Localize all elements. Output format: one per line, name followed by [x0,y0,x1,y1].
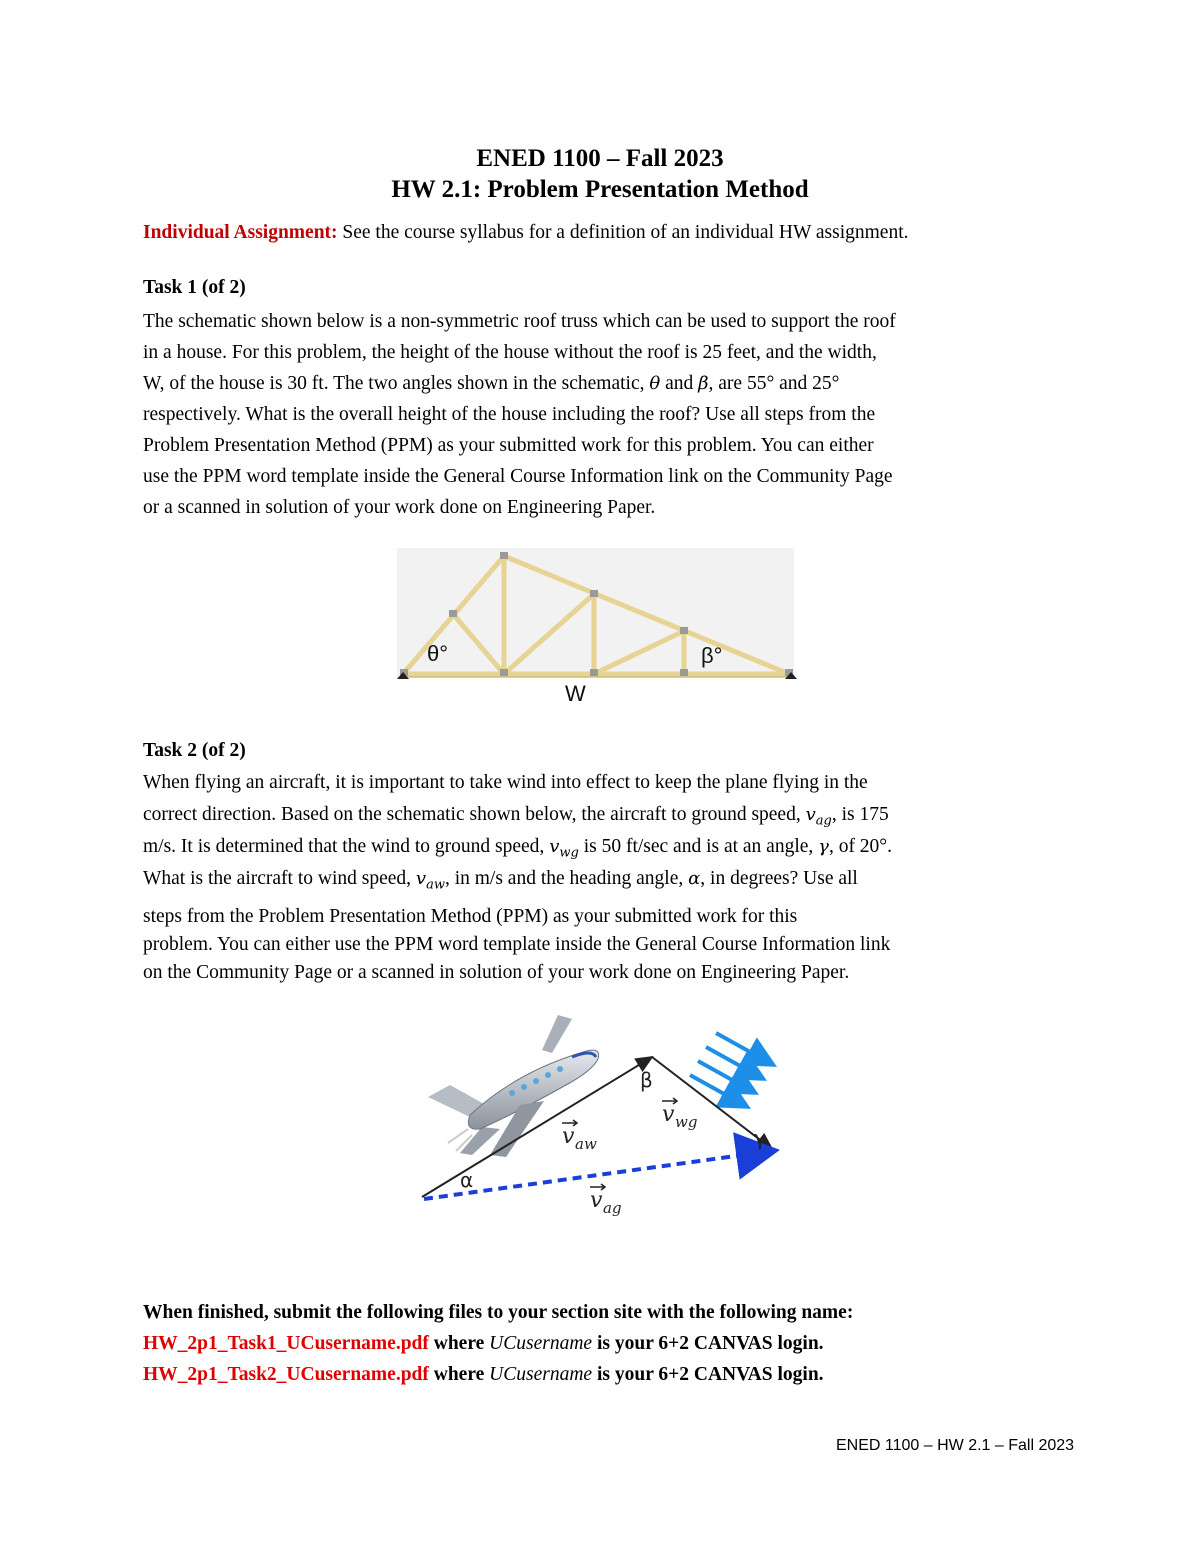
task2-filename: HW_2p1_Task2_UCusername.pdf [143,1364,429,1385]
ucusername-text: UCusername [489,1333,593,1354]
task1-line: respectively. What is the overall height of the house including the roof? Use all steps from the [143,404,876,425]
beta-symbol: β [698,373,709,394]
svg-text:wg: wg [675,1113,698,1131]
v-aw-symbol: $v_{aw}$ [415,868,445,893]
task1-line: use the PPM word template inside the General Course Information link on the Community Page [143,466,893,487]
intro-text: See the course syllabus for a definition of an individual HW assignment. [337,222,909,243]
task2-line: on the Community Page or a scanned in solution of your work done on Engineering Paper. [143,962,850,983]
task2-line: problem. You can either use the PPM word template inside the General Course Information link [143,934,891,955]
assignment-title: HW 2.1: Problem Presentation Method [391,176,809,203]
page-footer: ENED 1100 – HW 2.1 – Fall 2023 [836,1437,1075,1454]
submit-file-line: HW_2p1_Task2_UCusername.pdf where UCusername is your 6+2 CANVAS login. [143,1364,824,1385]
task1-heading: Task 1 (of 2) [143,277,246,298]
width-label: W [565,681,586,706]
svg-text:v: v [662,1102,675,1127]
task1-line: The schematic shown below is a non-symmetric roof truss which can be used to support the roof [143,311,896,332]
submit-line: When finished, submit the following files to your section site with the following name: [143,1302,854,1323]
task2-line: What is the aircraft to wind speed, $v_{aw}$, in m/s and the heading angle, α, in degrees? Use all [143,868,858,893]
task2-line: When flying an aircraft, it is important to take wind into effect to keep the plane flying in the [143,772,868,793]
task2-line: steps from the Problem Presentation Method (PPM) as your submitted work for this [143,906,798,927]
v-ag-symbol: $v_{ag}$ [805,804,832,829]
wind-vector-figure [420,1005,790,1225]
task1-paragraph [143,306,1063,523]
task2-heading: Task 2 (of 2) [143,740,246,761]
svg-text:v: v [562,1124,575,1149]
course-title: ENED 1100 – Fall 2023 [476,145,724,172]
submission-instructions [143,1297,853,1390]
task2-paragraph [143,767,1063,895]
submit-file-line: HW_2p1_Task1_UCusername.pdf where UCusername is your 6+2 CANVAS login. [143,1333,824,1354]
ucusername-text: UCusername [489,1364,593,1385]
task1-line: Problem Presentation Method (PPM) as your submitted work for this problem. You can either [143,435,874,456]
individual-assignment-label: Individual Assignment: [143,222,338,243]
alpha-angle-label: α [460,1168,474,1192]
theta-symbol: θ [649,373,661,394]
theta-label: θ° [427,641,449,666]
beta-angle-label: β [640,1068,653,1092]
task2-line: m/s. It is determined that the wind to ground speed, $v_{wg}$ is 50 ft/sec and is at an angle, γ, of 20°. [143,836,892,861]
alpha-symbol: α [688,868,701,889]
v-wg-label [662,1098,697,1131]
gamma-symbol: γ [818,836,829,857]
svg-text:aw: aw [575,1135,597,1153]
task1-line: or a scanned in solution of your work done on Engineering Paper. [143,497,656,518]
svg-text:v: v [590,1188,603,1213]
v-wg-symbol: $v_{wg}$ [549,836,579,861]
v-ag-label [590,1184,622,1217]
task2-paragraph-rest [143,903,1063,987]
task1-line: in a house. For this problem, the height of the house without the roof is 25 feet, and the width, [143,342,877,363]
intro-line [143,222,909,244]
gamma-angle-label: γ [754,1126,766,1150]
task1-filename: HW_2p1_Task1_UCusername.pdf [143,1333,429,1354]
task1-line: W, of the house is 30 ft. The two angles shown in the schematic, θ and β, are 55° and 25° [143,373,840,394]
task2-line: correct direction. Based on the schematic shown below, the aircraft to ground speed, $v_{ag}$, is 175 [143,804,889,829]
svg-text:ag: ag [603,1199,622,1217]
beta-label: β° [701,643,723,668]
v-aw-label [562,1120,597,1153]
roof-truss-figure [397,548,797,708]
